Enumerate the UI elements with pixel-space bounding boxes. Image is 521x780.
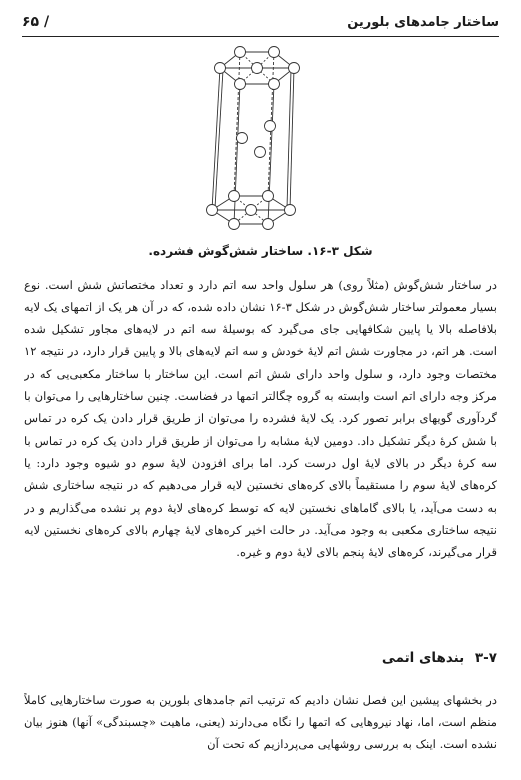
body-paragraph: در ساختار شش‌گوش (مثلاً روی) هر سلول واحد سه اتم دارد و تعداد مختصاتش شش است. نوع بسیار معمولتر ساختار شش‌گوش در شکل ۳-۱۶ نشان داده شده، که در آن هر یک از اتمهای یک لایه بلافاصله بالا یا پایین شکافهایی جای می‌گیرد که بوسیلهٔ سه اتم در لایه‌های مجاور تشکیل شده است. هر اتم، در مجاورت شش اتم لایهٔ خودش و سه اتم لایه‌های بالا و پایین قرار دارد، در نتیجه ۱۲ مختصات وجود دارد، و سلول واحد دارای شش اتم است. این ساختار با ساختار مکعبی‌یی که در مرکز وجه دارای اتم است وابسته به گروه چگالتر اتمها در فضاست. چنین ساختارهایی را می‌توان با گردآوری گویهای برابر تصور کرد. یک لایهٔ فشرده را می‌توان از طریق قرار دادن یک کره در تماس با شش کرهٔ دیگر تشکیل داد. دومین لایهٔ مشابه را می‌توان از طریق قرار دادن یک کره در تماس با سه کرهٔ دیگر در بالای لایهٔ اول درست کرد. اما برای افزودن لایهٔ سوم دو شیوه وجود دارد: یا کره‌های لایهٔ سوم را مستقیماً بالای کره‌های نخستین لایه قرار می‌دهیم که در نتیجه ساختاری شش به دست می‌آید، یا بالای گاماهای نخستین لایه که توسط کره‌های لایهٔ دوم پر نشده می‌گذاریم و در نتیجه ساختاری مکعبی به وجود می‌آید. در حالت اخیر کره‌های لایهٔ چهارم بالای کره‌های نخستین لایه قرار می‌گیرند، کره‌های لایهٔ پنجم بالای لایهٔ دوم و غیره.: [24, 277, 497, 560]
figure-caption: شکل ۳-۱۶. ساختار شش‌گوش فشرده.: [148, 244, 373, 258]
page-header: [22, 8, 499, 37]
section-title: بندهای اتمی: [381, 650, 465, 666]
section-number: ۳-۷: [474, 650, 497, 666]
hcp-structure-figure: [190, 40, 320, 240]
body-paragraph: در بخشهای پیشین این فصل نشان دادیم که ترتیب اتم جامدهای بلورین به صورت ساختارهایی کاملاً منظم است، اما، نهاد نیروهایی که اتمها را نگاه می‌دارند (یعنی، ماهیت «چسبندگی» آنها) هنوز بیان نشده است. اینک به بررسی روشهایی می‌پردازیم که تحت آن: [24, 692, 497, 752]
page-number: / ۶۵: [22, 14, 50, 30]
running-title: ساختار جامدهای بلورین: [347, 14, 499, 30]
section-heading: [24, 650, 497, 666]
